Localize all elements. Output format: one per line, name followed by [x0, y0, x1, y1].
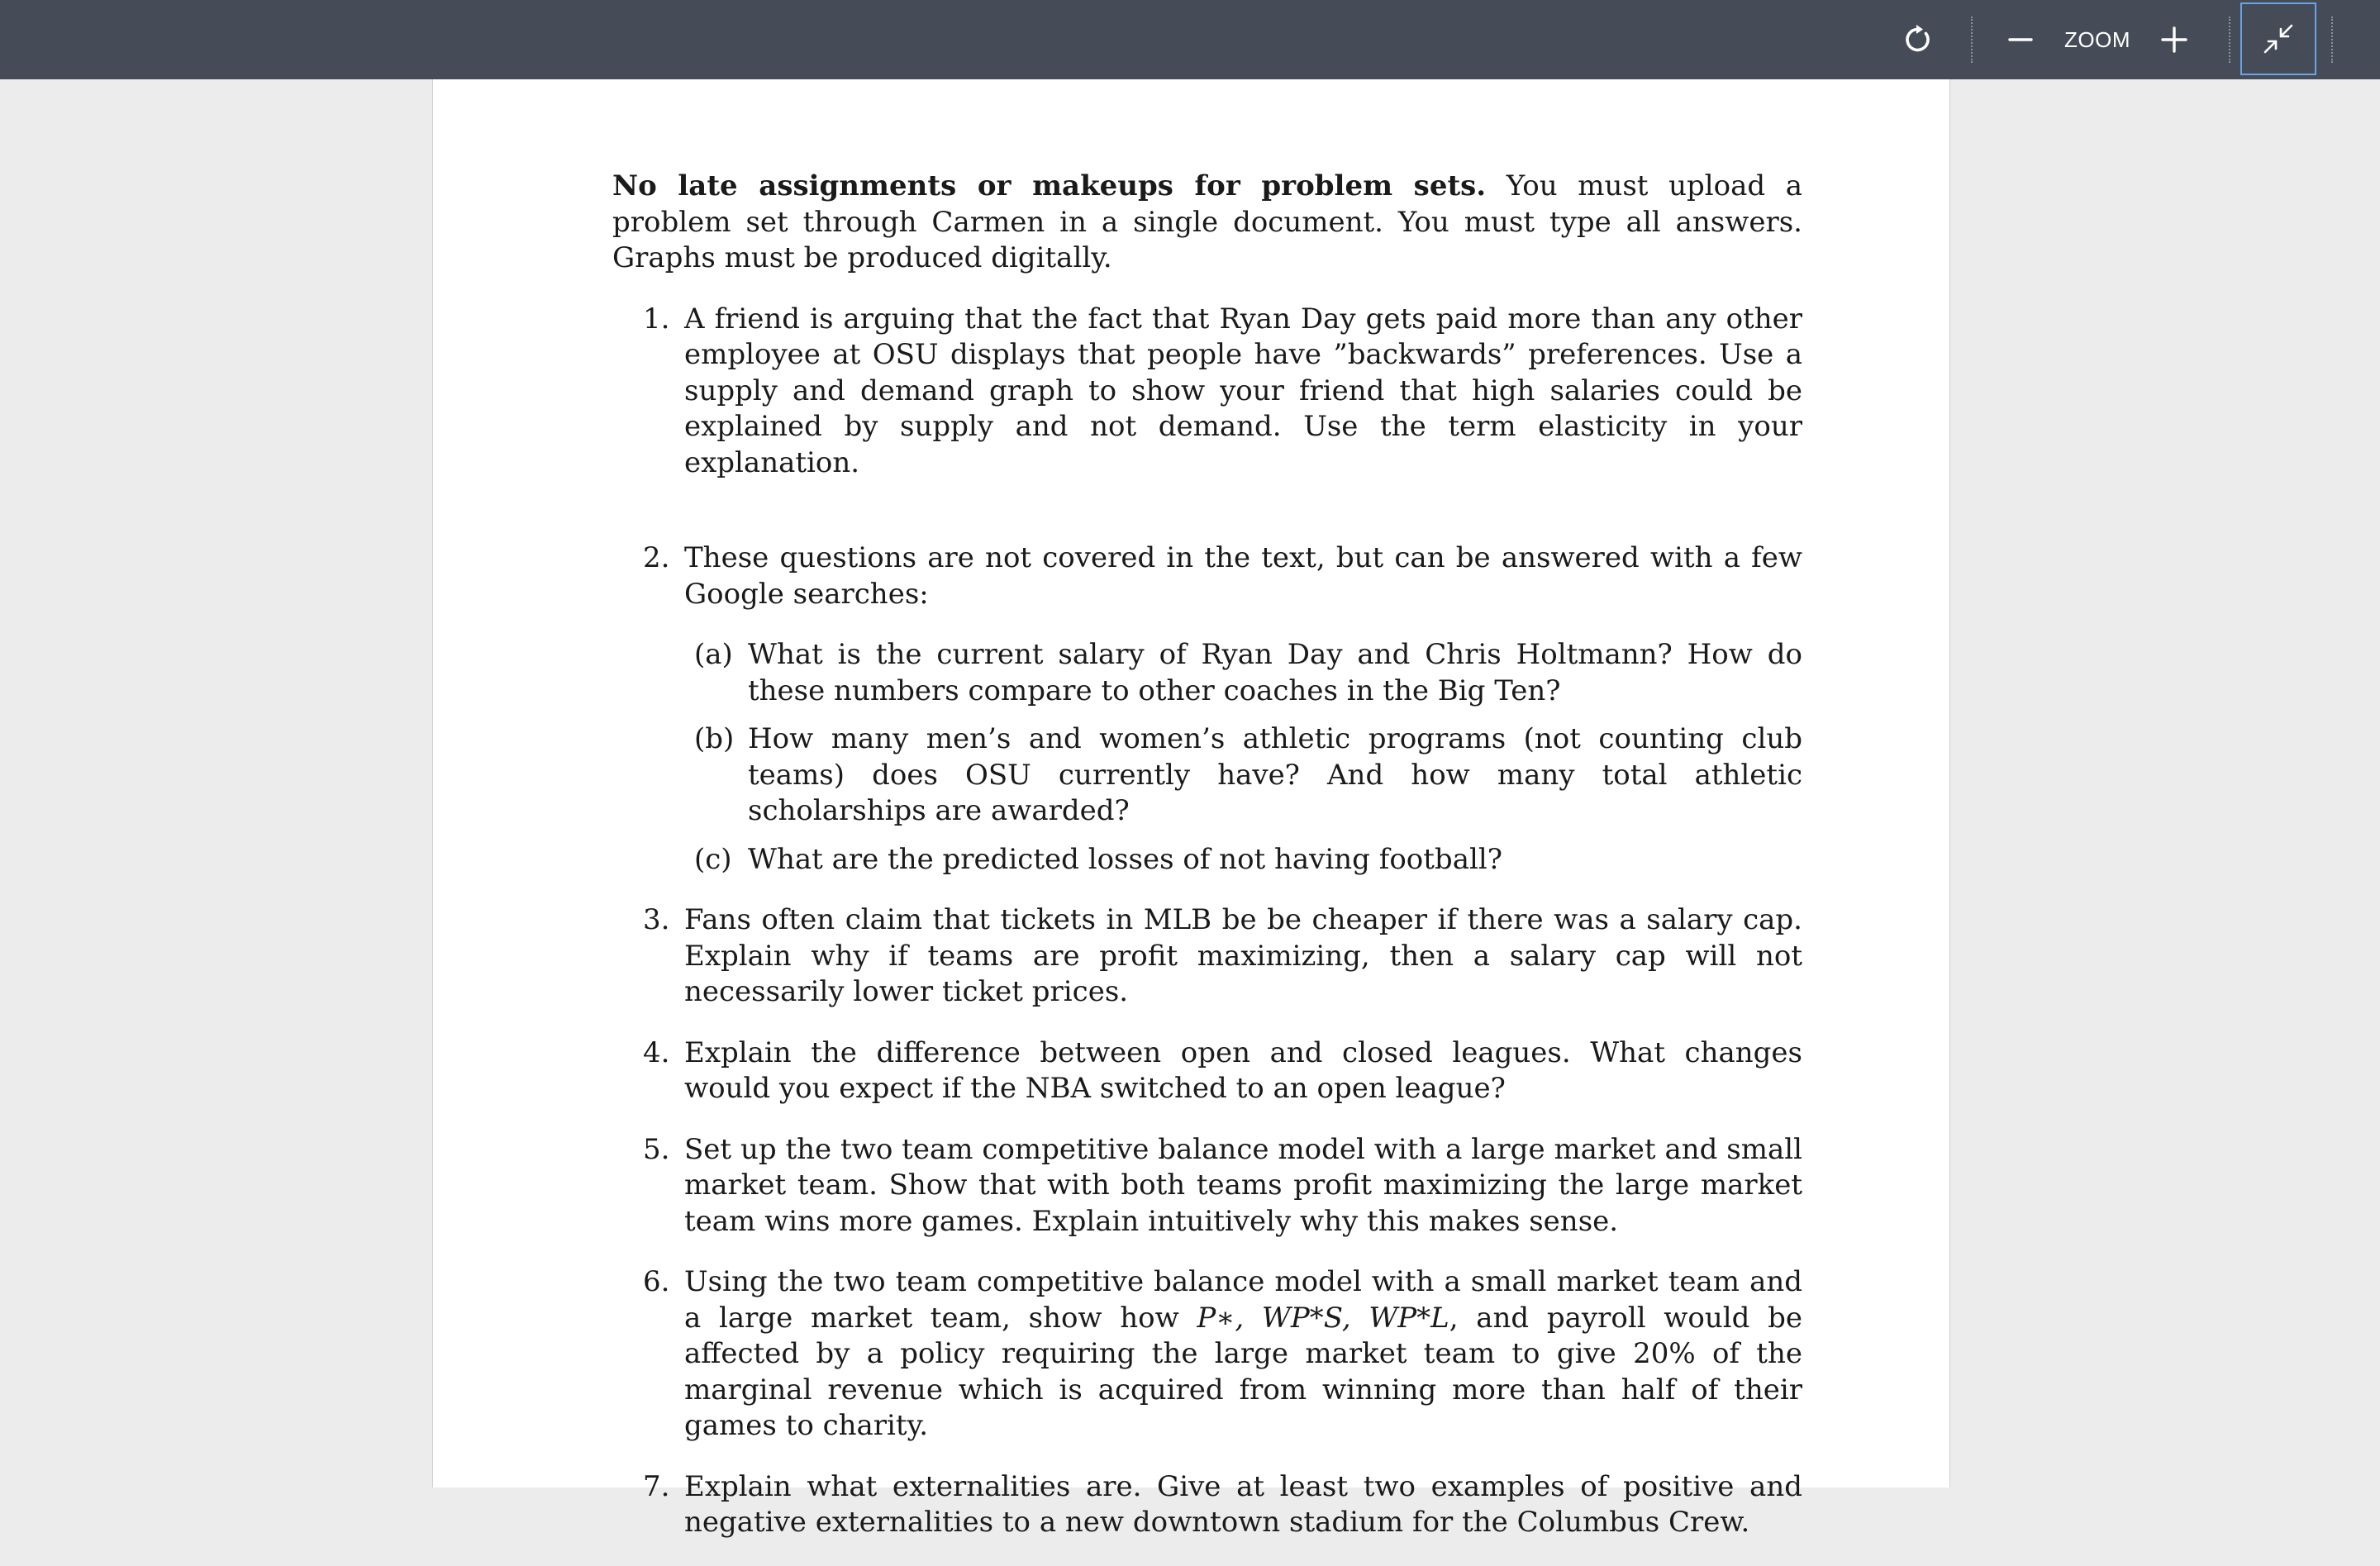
- question-3: [612, 902, 1802, 1011]
- question-7: [612, 1469, 1802, 1541]
- question-list: [612, 302, 1802, 1541]
- zoom-label: ZOOM: [2064, 27, 2130, 52]
- question-6: [612, 1264, 1802, 1445]
- question-number: 2.: [643, 541, 670, 574]
- question-5: [612, 1132, 1802, 1240]
- subquestion-label: (c): [694, 842, 732, 876]
- subquestion-a: [684, 637, 1802, 709]
- question-text: These questions are not covered in the text, but can be answered with a few Google searches:: [684, 541, 1802, 611]
- question-text: Explain what externalities are. Give at least two examples of positive and negative externalities to a new downtown stadium for the Columbus Crew.: [684, 1469, 1802, 1539]
- intro-text: You must upload a problem set through Carmen in a single document. You must type all answers. Graphs must be produced digitally.: [612, 169, 1802, 274]
- question-text: A friend is arguing that the fact that Ryan Day gets paid more than any other employee at OSU displays that people have ”backwards” preferences. Use a supply and demand graph to show your friend that high salaries could be explained by supply and not demand. Use the term elasticity in your explanation.: [684, 302, 1802, 479]
- zoom-in-button[interactable]: [2157, 0, 2192, 79]
- toolbar-separator: [2331, 17, 2333, 63]
- zoom-out-button[interactable]: [2003, 0, 2038, 79]
- subquestion-text: What is the current salary of Ryan Day and Chris Holtmann? How do these numbers compare to other coaches in the Big Ten?: [748, 638, 1802, 707]
- question-text: Fans often claim that tickets in MLB be be cheaper if there was a salary cap. Explain why if teams are profit maximizing, then a salary cap will not necessarily lower ticket prices.: [684, 903, 1802, 1008]
- question-number: 4.: [643, 1035, 670, 1069]
- question-text: Set up the two team competitive balance model with a large market and small market team. Show that with both teams profit maximizing the large market team wins more games. Explain intuitively why this makes sense.: [684, 1132, 1802, 1238]
- toolbar-separator: [2229, 17, 2230, 63]
- question-1: [612, 302, 1802, 482]
- document-content: [612, 169, 1802, 1566]
- document-page: [432, 79, 1950, 1539]
- minus-icon: [2008, 27, 2033, 52]
- refresh-icon: [1901, 23, 1934, 56]
- question-number: 6.: [643, 1265, 670, 1298]
- subquestion-b: [684, 721, 1802, 830]
- subquestion-c: [684, 842, 1802, 878]
- subquestion-label: (a): [694, 638, 733, 671]
- question-text: Explain the difference between open and closed leagues. What changes would you expect if the NBA switched to an open league?: [684, 1035, 1802, 1105]
- question-2: [612, 540, 1802, 878]
- intro-bold: No late assignments or makeups for problem sets.: [612, 169, 1487, 202]
- subquestion-label: (b): [694, 722, 735, 755]
- question-number: 7.: [643, 1469, 670, 1503]
- question-text-pre: Using the two team competitive balance model with a small market team and a large market team, show how: [684, 1265, 1802, 1335]
- collapse-button[interactable]: [2240, 2, 2316, 75]
- subquestion-text: What are the predicted losses of not having football?: [748, 842, 1502, 876]
- viewer-toolbar: [0, 0, 2380, 79]
- subquestion-text: How many men’s and women’s athletic programs (not counting club teams) does OSU currently have? And how many total athletic scholarships are awarded?: [748, 722, 1802, 827]
- refresh-button[interactable]: [1897, 0, 1937, 79]
- collapse-icon: [2262, 22, 2295, 55]
- question-number: 1.: [643, 302, 670, 336]
- intro-paragraph: [612, 169, 1802, 277]
- question-text-post: , and payroll would be affected by a policy requiring the large market team to give 20% of the marginal revenue which is acquired from winning more than half of their games to charity.: [684, 1301, 1802, 1442]
- toolbar-separator: [1971, 17, 1973, 63]
- math-expression: P∗, WP*S, WP*L: [1197, 1301, 1449, 1335]
- question-number: 3.: [643, 903, 670, 936]
- plus-icon: [2161, 26, 2187, 53]
- subquestion-list: [684, 637, 1802, 878]
- question-4: [612, 1035, 1802, 1107]
- question-number: 5.: [643, 1132, 670, 1166]
